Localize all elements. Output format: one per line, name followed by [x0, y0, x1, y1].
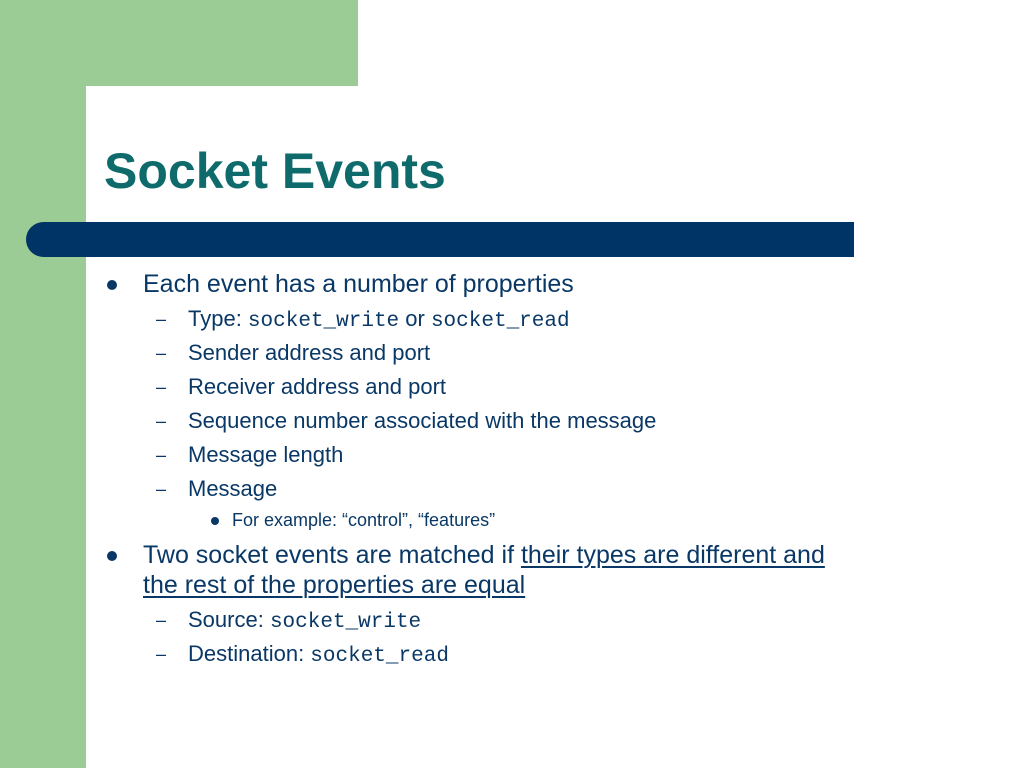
- sub-bullet-sequence: Sequence number associated with the message: [188, 408, 657, 433]
- sub-bullet-source: [188, 606, 421, 637]
- bullet-icon: [107, 551, 117, 561]
- sub-bullet-message: Message: [188, 476, 278, 501]
- bullet-2-underlined-1: their types are different and: [520, 541, 825, 569]
- code-socket-write: socket_write: [247, 310, 400, 333]
- bullet-2-underlined-2: the rest of the properties are equal: [143, 571, 526, 599]
- bullet-icon: [211, 517, 219, 525]
- code-socket-read: socket_read: [430, 310, 570, 333]
- source-prefix: Source:: [188, 607, 270, 632]
- sub-sub-bullet-example: For example: “control”, “features”: [232, 510, 496, 530]
- dash-icon: –: [156, 479, 167, 499]
- sub-bullet-receiver: Receiver address and port: [188, 374, 447, 399]
- code-socket-read: socket_read: [310, 645, 449, 668]
- slide-title: Socket Events: [104, 143, 446, 199]
- bullet-icon: [107, 280, 117, 290]
- destination-prefix: Destination:: [188, 641, 311, 666]
- sub-bullet-type: [188, 305, 570, 336]
- dash-icon: –: [156, 445, 167, 465]
- type-prefix: Type:: [188, 306, 248, 331]
- sub-bullet-length: Message length: [188, 442, 344, 467]
- type-or: or: [399, 306, 431, 331]
- code-socket-write: socket_write: [269, 611, 422, 634]
- sub-bullet-destination: [188, 640, 449, 671]
- bullet-1-text: Each event has a number of properties: [143, 270, 574, 298]
- bullet-2-line-1: [143, 540, 825, 570]
- dash-icon: –: [156, 377, 167, 397]
- dash-icon: –: [156, 610, 167, 630]
- bullet-2-lead: Two socket events are matched if: [143, 541, 521, 569]
- dash-icon: –: [156, 309, 167, 329]
- dash-icon: –: [156, 343, 167, 363]
- dash-icon: –: [156, 644, 167, 664]
- dash-icon: –: [156, 411, 167, 431]
- sub-bullet-sender: Sender address and port: [188, 340, 431, 365]
